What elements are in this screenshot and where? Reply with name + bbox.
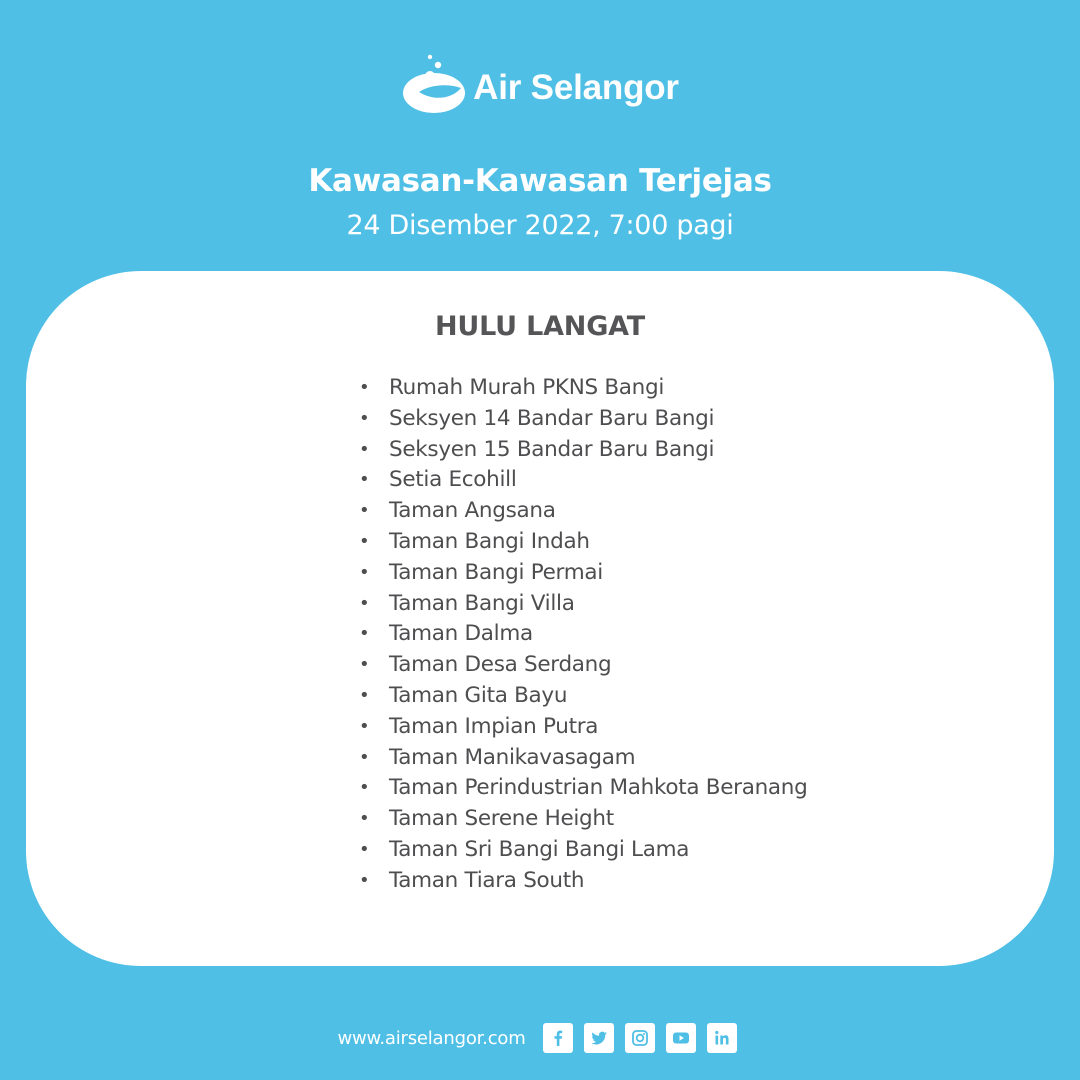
page-title: Kawasan-Kawasan Terjejas bbox=[308, 163, 772, 199]
list-item: • Taman Angsana bbox=[389, 496, 807, 527]
list-item: • Seksyen 14 Bandar Baru Bangi bbox=[389, 404, 807, 435]
list-item: • Taman Sri Bangi Bangi Lama bbox=[389, 835, 807, 866]
twitter-icon[interactable] bbox=[584, 1023, 614, 1053]
list-item: • Taman Desa Serdang bbox=[389, 650, 807, 681]
affected-areas-list bbox=[389, 373, 807, 897]
linkedin-icon[interactable] bbox=[707, 1023, 737, 1053]
list-item: • Taman Bangi Villa bbox=[389, 589, 807, 620]
list-item: • Taman Impian Putra bbox=[389, 712, 807, 743]
list-item: • Taman Gita Bayu bbox=[389, 681, 807, 712]
instagram-icon[interactable] bbox=[625, 1023, 655, 1053]
list-item: • Taman Dalma bbox=[389, 619, 807, 650]
list-item: • Taman Serene Height bbox=[389, 804, 807, 835]
list-item: • Setia Ecohill bbox=[389, 465, 807, 496]
list-item: • Rumah Murah PKNS Bangi bbox=[389, 373, 807, 404]
list-item: • Taman Perindustrian Mahkota Beranang bbox=[389, 773, 807, 804]
water-drop-logo-icon bbox=[401, 52, 467, 114]
facebook-icon[interactable] bbox=[543, 1023, 573, 1053]
brand-name: Air Selangor bbox=[473, 68, 679, 107]
list-item: • Taman Tiara South bbox=[389, 866, 807, 897]
list-item: • Taman Bangi Indah bbox=[389, 527, 807, 558]
footer bbox=[0, 1023, 1080, 1053]
list-item: • Taman Bangi Permai bbox=[389, 558, 807, 589]
page-date: 24 Disember 2022, 7:00 pagi bbox=[346, 210, 734, 241]
list-item: • Taman Manikavasagam bbox=[389, 743, 807, 774]
youtube-icon[interactable] bbox=[666, 1023, 696, 1053]
brand-logo bbox=[0, 52, 1080, 114]
list-item: • Seksyen 15 Bandar Baru Bangi bbox=[389, 435, 807, 466]
region-heading: HULU LANGAT bbox=[435, 311, 645, 342]
website-link[interactable]: www.airselangor.com bbox=[337, 1027, 526, 1049]
